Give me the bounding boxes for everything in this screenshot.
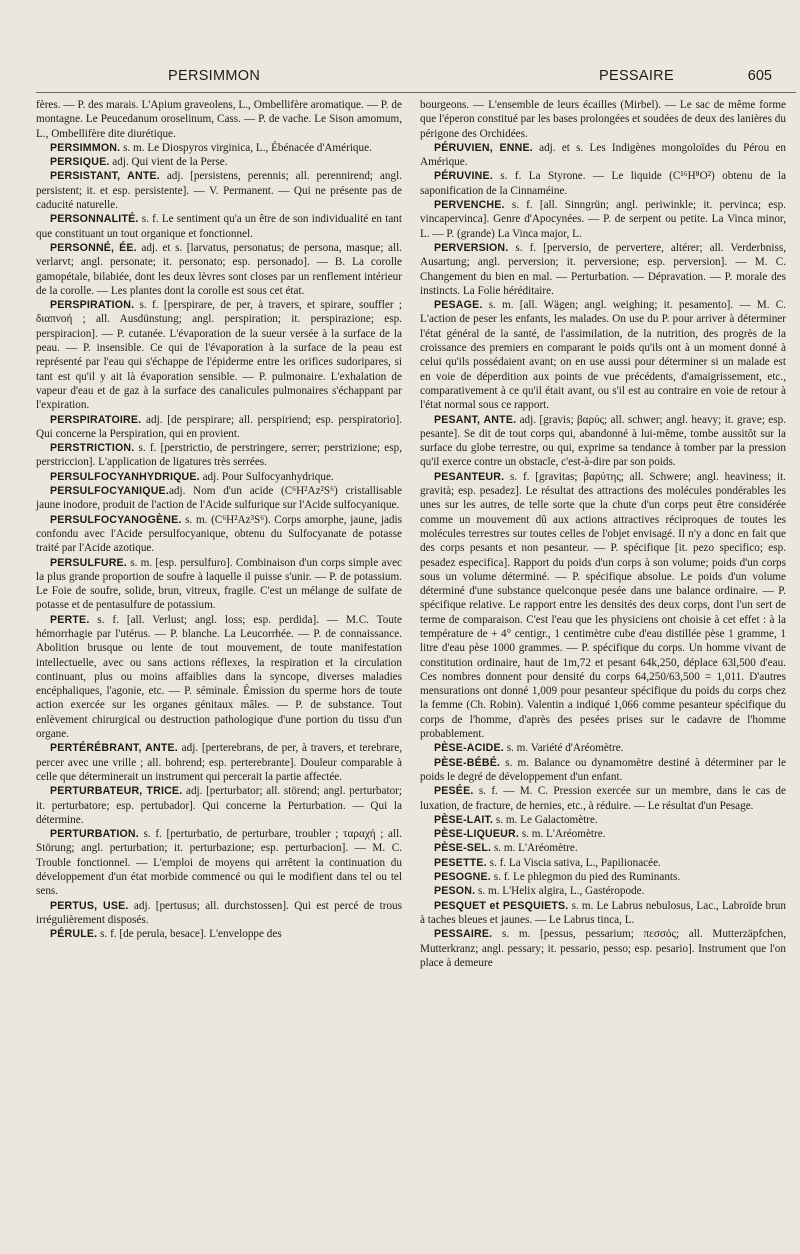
dictionary-entry	[420, 241, 786, 298]
dictionary-entry	[36, 413, 402, 442]
dictionary-entry	[36, 155, 402, 169]
entry-headword: PERSULFOCYANHYDRIQUE.	[50, 470, 200, 483]
entry-headword: PÈSE-LIQUEUR.	[434, 828, 520, 841]
dictionary-entry	[36, 212, 402, 241]
entry-definition: s. m. [all. Wägen; angl. weighing; it. pesamento]. — M. C. L'action de peser les enfants, les malades. On use du P. pour arriver à déterminer l'état général de la santé, de l'assimilation, de la nutrition, des progrès de la croissance des premiers en comparant le poids qu'ils ont à un moment donné à celui qu'ils possédaient avant; on en use aussi pour déterminer si un malade est en voie de déperdition aux points de vue précédents, d'amaigrissement, etc., comparativement à ce qu'il était avant, ou s'il est au contraire en voie de retour à l'état normal sous ce rapport.	[420, 299, 786, 412]
dictionary-entry	[36, 741, 402, 784]
entry-definition: adj. et s. Les Indigènes mongoloïdes du Pérou en Amérique.	[420, 141, 787, 169]
dictionary-entry	[420, 98, 786, 141]
entry-headword: PERTUS, USE.	[50, 899, 129, 912]
header-rule	[36, 92, 796, 93]
entry-headword: PERSONNÉ, ÉE.	[50, 241, 137, 254]
dictionary-entry	[420, 884, 786, 898]
entry-definition: s. m. Balance ou dynamomètre destiné à déterminer par le poids le degré de développement d'un enfant.	[420, 756, 786, 783]
entry-definition: s. f. [all. Sinngrün; angl. periwinkle; it. pervinca; esp. vincapervinca]. Genre d'Apocynées. — P. de serpent ou petite. La Vinca minor, L. — P. (grande) La Vinca major, L.	[420, 199, 786, 240]
right-column	[420, 98, 786, 970]
entry-definition: adj. [gravis; βαρύς; all. schwer; angl. heavy; it. grave; esp. pesante]. Se dit de tout corps qui, abandonné à lui-même, tombe aussitôt sur la surface du globe terrestre, ou qui, exprime sa tendance à tomber par la pression qu'il exerce contre un obstacle, c'est-à-dire par son poids.	[420, 413, 786, 469]
dictionary-entry	[420, 813, 786, 827]
entry-definition: bourgeons. — L'ensemble de leurs écailles (Mirbel). — Le sac de même forme que l'éperon constitué par les bases prolongées et soudées de deux des lanières du périgone des Orchidées.	[420, 99, 786, 140]
entry-headword: PESETTE.	[434, 856, 487, 869]
entry-definition: s. m. [pessus, pessarium; πεσσός; all. Mutterzäpfchen, Mutterkranz; angl. pessary; it. pessario, pesso; esp. pesario]. Instrument que l'on place à demeure	[420, 928, 786, 969]
dictionary-entry	[420, 169, 786, 198]
entry-definition: s. f. La Styrone. — Le liquide (C¹⁶H⁸O²) obtenu de la saponification de la Cinnaméine.	[420, 170, 786, 197]
entry-definition: s. m. L'Helix algira, L., Gastéropode.	[475, 885, 645, 898]
dictionary-entry	[420, 756, 786, 785]
dictionary-entry	[420, 198, 786, 241]
dictionary-entry	[420, 827, 786, 841]
entry-headword: PERSIMMON.	[50, 141, 121, 154]
dictionary-entry	[420, 927, 786, 970]
dictionary-entry	[420, 413, 786, 470]
dictionary-entry	[36, 98, 402, 141]
entry-definition: adj. Pour Sulfocyanhydrique.	[199, 470, 334, 483]
entry-definition: s. f. [perturbatio, de perturbare, troubler ; ταραχή ; all. Störung; angl. perturbation; it. perturbazione; esp. perturbacion]. — M. C. Trouble fonctionnel. — L'emploi de moyens qui arrêtent la continuation du développement d'un état morbide commencé ou qui le modifient dans tel ou tel sens.	[36, 828, 402, 898]
entry-definition: s. m. L'Aréomètre.	[491, 842, 578, 855]
entry-definition: s. m. [esp. persulfuro]. Combinaison d'un corps simple avec la plus grande proportion de soufre à laquelle il puisse s'unir. — P. de potassium. Le Foie de soufre, solide, brun, vitreux, fragile. C'est un mélange de sulfate de potasse et de pentasulfure de potassium.	[36, 556, 402, 612]
entry-headword: PERSPIRATOIRE.	[50, 413, 142, 426]
entry-headword: PÈSE-BÉBÉ.	[434, 756, 501, 769]
entry-headword: PÈSE-LAIT.	[434, 813, 494, 826]
dictionary-entry	[36, 927, 402, 941]
entry-headword: PESON.	[434, 885, 476, 898]
entry-definition: s. f. [de perula, besace]. L'enveloppe des	[97, 928, 282, 941]
entry-headword: PERSPIRATION.	[50, 299, 135, 312]
entry-definition: s. m. Le Diospyros virginica, L., Ébénacée d'Amérique.	[120, 141, 372, 154]
entry-headword: PÉRULE.	[50, 928, 98, 941]
entry-headword: PERSIQUE.	[50, 156, 110, 169]
entry-headword: PESAGE.	[434, 299, 483, 312]
entry-headword: PERTURBATION.	[50, 828, 139, 841]
entry-definition: s. m. Le Galactomètre.	[493, 813, 598, 826]
entry-definition: adj. [persistens, perennis; all. perennirend; angl. persistent; it. et esp. persistente]. — V. Permanent. — Qui ne présente pas de caducité naturelle.	[36, 170, 402, 212]
dictionary-entry	[420, 298, 786, 412]
entry-headword: PESÉE.	[434, 785, 474, 798]
entry-headword: PERSULFURE.	[50, 556, 127, 569]
entry-definition: s. f. [all. Verlust; angl. loss; esp. perdida]. — M.C. Toute hémorrhagie par l'utérus. — P. blanche. La Leucorrhée. — P. de connaissance. Abolition brusque ou lente de tout mouvement, de toute manifestation intellectuelle, avec ou sans actions réflexes, la respiration et la circulation continuant, plus ou moins affaiblies dans la syncope, diverses maladies encéphaliques, l'agonie, etc. — P. séminale. Émission du sperme hors de toute action exercée sur les organes génitaux mâles. — P. de substance. Tout enlèvement chirurgical ou destruction pathologique d'une portion du tissu d'un organe.	[36, 613, 402, 741]
dictionary-entry	[36, 827, 402, 898]
entry-headword: PÉRUVIEN, ENNE.	[434, 141, 533, 154]
entry-headword: PESQUET et PESQUIETS.	[434, 899, 569, 912]
dictionary-entry	[36, 141, 402, 155]
dictionary-entry	[420, 899, 786, 928]
entry-definition: adj. [perterebrans, de per, à travers, et terebrare, percer avec une vrille ; all. bohrend; esp. perterebrante]. Douleur comparable à celle que déterminerait un instrument qui percerait la partie affectée.	[36, 742, 402, 783]
entry-headword: PESANT, ANTE.	[434, 413, 517, 426]
dictionary-entry	[420, 784, 786, 813]
entry-headword: PÉRUVINE.	[434, 170, 493, 183]
entry-headword: PESOGNE.	[434, 871, 491, 884]
entry-headword: PERSULFOCYANOGÈNE.	[50, 513, 182, 526]
entry-definition: s. m. Le Labrus nebulosus, Lac., Labroïde brun à taches bleues et jaunes. — Le Labrus tinca, L.	[420, 899, 786, 926]
entry-definition: s. m. (C⁶H²Az³S⁶). Corps amorphe, jaune, jadis confondu avec l'Acide persulfocyanique, obtenu du Sulfocyanate de potasse traité par l'Acide azotique.	[36, 513, 402, 555]
dictionary-entry	[36, 241, 402, 298]
entry-definition: fères. — P. des marais. L'Apium graveolens, L., Ombellifère aromatique. — P. de montagne. Le Peucedanum oroselinum, Cass. — P. de vache. Le Sison amomum, L., Ombellifère dite diurétique.	[36, 99, 402, 140]
dictionary-entry	[36, 784, 402, 827]
header-first-entry: PERSIMMON	[168, 68, 261, 84]
left-column	[36, 98, 402, 942]
page-number: 605	[747, 68, 772, 84]
entry-definition: s. f. [gravitas; βαρύτης; all. Schwere; angl. heaviness; it. gravità; esp. pesadez]. Le résultat des attractions des molécules pondérables les unes sur les autres, de telle sorte que la chute d'un corps peut être considérée comme un mouvement dû aux actions attractives réciproques de toutes les molécules terrestres sur toutes celles de l'objet envisagé. Il n'y a donc en fait que des corps pesants et non pesanteur. — P. spécifique [it. pezo specifico; esp. pesadez especifica]. Rapport du poids d'un corps à son volume; poids d'un corps sous un volume déterminé. — P. spécifique absolue. Le poids d'un volume déterminé d'une substance quelconque pesée dans une balance ordinaire. — P. spécifique relative. Le rapport entre les densités des deux corps, dont l'un sert de terme de comparaison. C'est l'eau que les physiciens ont choisie à cet effet : à la température de + 4° centigr., 1 centimètre cube d'eau distillée pèse 1 gramme, 1 litre d'eau pèse 1000 grammes. — P. spécifique du corps. Un homme vivant de constitution ordinaire, haut de 1m,72 et pesant 64k,250, déplace 63l,500 d'eau. Ces nombres donnent pour densité du corps 64,250/63,500 = 1,011. D'autres mensurations ont donné 1,009 pour pesanteur spécifique du poids du corps chez la femme (Ch. Robin). Valentin a indiqué 1,066 comme pesanteur spécifique du corps de l'homme, d'après des pesées prises sur le cadavre de l'homme probablement.	[420, 470, 786, 741]
entry-definition: adj. [perturbator; all. störend; angl. perturbator; it. perturbatore; esp. pertubador]. Qui concerne la Perturbation. — Qui la détermine.	[36, 785, 402, 826]
entry-headword: PERSTRICTION.	[50, 442, 135, 455]
entry-headword: PERVENCHE.	[434, 199, 505, 212]
entry-headword: PERTÉRÉBRANT, ANTE.	[50, 742, 178, 755]
entry-definition: s. m. L'Aréomètre.	[519, 828, 606, 841]
entry-headword: PERSULFOCYANIQUE.	[50, 485, 169, 498]
entry-headword: PESANTEUR.	[434, 470, 505, 483]
entry-definition: s. f. [perstrictio, de perstringere, serrer; perstrizione; esp, perstriccion]. L'application de ligatures très serrées.	[36, 442, 402, 469]
dictionary-entry	[36, 899, 402, 928]
dictionary-entry	[36, 513, 402, 556]
entry-headword: PÈSE-SEL.	[434, 842, 492, 855]
dictionary-entry	[420, 870, 786, 884]
running-head	[52, 68, 772, 90]
entry-headword: PERTE.	[50, 613, 90, 626]
entry-definition: s. f. [perversio, de pervertere, altérer; all. Verderbniss, Ausartung; angl. perversion; it. perversione; esp. perversion]. — M. C. Changement du bien en mal. — Perturbation. — Dépravation. — P. morale des instincts. La Folie héréditaire.	[420, 241, 786, 297]
dictionary-entry	[36, 484, 402, 513]
header-last-entry: PESSAIRE	[599, 68, 674, 84]
entry-headword: PERSONNALITÉ.	[50, 213, 139, 226]
entry-definition: adj. Qui vient de la Perse.	[109, 156, 228, 169]
dictionary-entry	[420, 470, 786, 742]
entry-definition: s. m. Variété d'Aréomètre.	[503, 742, 624, 755]
entry-definition: adj. et s. [larvatus, personatus; de persona, masque; all. verlarvt; angl. personate; it. personato; esp. personado]. — B. La corolle gamopétale, bilabiée, dont les deux lèvres sont closes par un renflement intérieur de la corolle. — Les plantes dont la corolle est sous cet état.	[36, 241, 402, 297]
entry-definition: s. f. La Viscia sativa, L., Papilionacée.	[486, 856, 661, 869]
dictionary-entry	[36, 556, 402, 613]
entry-definition: s. f. Le phlegmon du pied des Ruminants.	[490, 871, 681, 884]
entry-headword: PERTURBATEUR, TRICE.	[50, 785, 183, 798]
dictionary-entry	[36, 169, 402, 212]
entry-definition: adj. [pertusus; all. durchstossen]. Qui est percé de trous irrégulièrement disposés.	[36, 899, 402, 926]
dictionary-entry	[420, 141, 786, 170]
dictionary-entry	[420, 741, 786, 755]
dictionary-entry	[36, 613, 402, 742]
entry-headword: PERSISTANT, ANTE.	[50, 170, 160, 183]
dictionary-entry	[36, 441, 402, 470]
entry-headword: PESSAIRE.	[434, 928, 493, 941]
entry-definition: adj. Nom d'un acide (C⁶H²Az²S⁶) cristallisable jaune inodore, produit de l'action de l'Acide sulfurique sur l'Acide sulfocyanique.	[36, 485, 402, 512]
entry-definition: adj. [de perspirare; all. perspiriend; esp. perspiratorio]. Qui concerne la Perspiration, qui en provient.	[36, 413, 402, 440]
dictionary-entry	[420, 856, 786, 870]
dictionary-entry	[36, 470, 402, 484]
dictionary-entry	[420, 841, 786, 855]
dictionary-entry	[36, 298, 402, 412]
entry-headword: PÈSE-ACIDE.	[434, 742, 504, 755]
entry-definition: s. f. [perspirare, de per, à travers, et spirare, souffler ; διαπνοή ; all. Ausdünstung; angl. perspiration; it. perspirazione; esp. perspiracion]. — P. cutanée. L'évaporation de la sueur versée à la surface de la peau. — P. insensible. Ce qui de l'évaporation à la surface de la peau est représenté par l'eau qui s'échappe de l'épiderme entre les orifices sudoripares, si tant est qu'il y ait là évaporation sensible. — P. pulmonaire. L'exhalation de vapeur d'eau et de gaz à la surface des canalicules pulmonaires s'échappant par l'expiration.	[36, 299, 402, 412]
entry-headword: PERVERSION.	[434, 241, 509, 254]
entry-definition: s. f. Le sentiment qu'a un être de son individualité en tant que constituant un tout organique et fonctionnel.	[36, 213, 402, 240]
entry-definition: s. f. — M. C. Pression exercée sur un membre, dans le cas de luxation, de fracture, de hernies, etc., à réduire. — Le résultat d'un Pesage.	[420, 785, 786, 812]
